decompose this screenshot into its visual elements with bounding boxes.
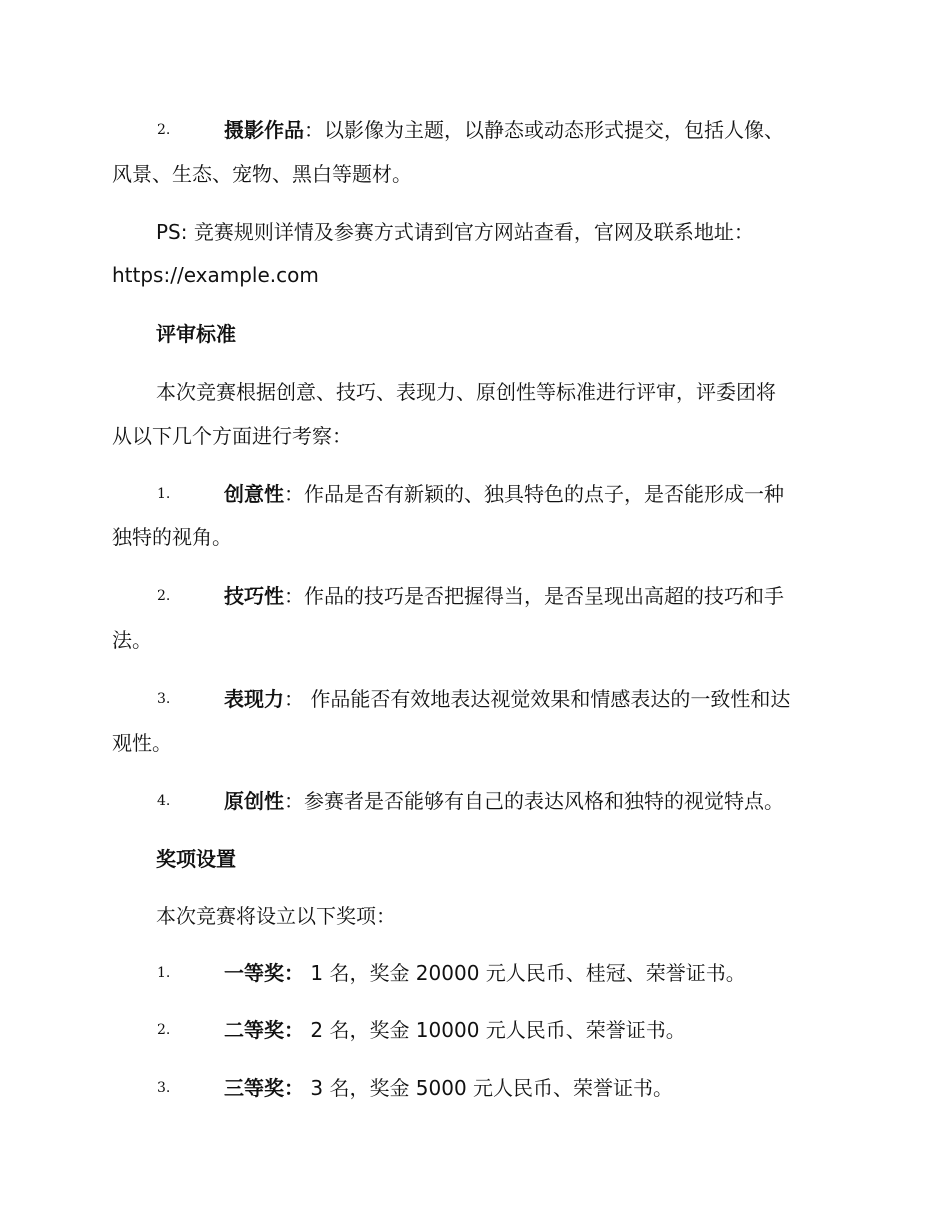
criteria-text: ：作品是否有新颖的、独具特色的点子，是否能形成一种 bbox=[284, 482, 784, 506]
list-item-text: ：以影像为主题，以静态或动态形式提交，包括人像、 bbox=[304, 118, 784, 142]
ps-note-url: https://example.com bbox=[112, 263, 319, 287]
list-item-continuation: 风景、生态、宠物、黑白等题材。 bbox=[112, 162, 412, 186]
award-item-line bbox=[224, 959, 746, 987]
criteria-text: ： 作品能否有效地表达视觉效果和情感表达的一致性和达 bbox=[284, 687, 791, 711]
list-number: 3. bbox=[157, 691, 171, 707]
criteria-term: 原创性 bbox=[224, 789, 284, 813]
award-text: 3 名，奖金 5000 元人民币、荣誉证书。 bbox=[304, 1076, 674, 1100]
list-number: 4. bbox=[157, 793, 171, 809]
award-text: 1 名，奖金 20000 元人民币、桂冠、荣誉证书。 bbox=[304, 961, 746, 985]
criteria-term: 表现力 bbox=[224, 687, 284, 711]
list-number: 3. bbox=[157, 1080, 171, 1096]
list-number: 2. bbox=[157, 1022, 171, 1038]
award-text: 2 名，奖金 10000 元人民币、荣誉证书。 bbox=[304, 1018, 686, 1042]
criteria-term: 创意性 bbox=[224, 482, 284, 506]
criteria-item-line bbox=[224, 582, 784, 610]
award-item-line bbox=[224, 1074, 673, 1102]
list-number: 1. bbox=[157, 965, 171, 981]
paragraph-line: 本次竞赛将设立以下奖项： bbox=[156, 904, 396, 928]
criteria-item-line bbox=[224, 480, 784, 508]
criteria-text: ：参赛者是否能够有自己的表达风格和独特的视觉特点。 bbox=[284, 789, 784, 813]
list-number: 2. bbox=[157, 588, 171, 604]
criteria-item-line bbox=[224, 787, 784, 815]
award-term: 一等奖： bbox=[224, 961, 304, 985]
criteria-term: 技巧性 bbox=[224, 584, 284, 608]
award-term: 二等奖： bbox=[224, 1018, 304, 1042]
criteria-continuation: 法。 bbox=[112, 628, 152, 652]
paragraph-line: 从以下几个方面进行考察： bbox=[112, 424, 352, 448]
list-number: 2. bbox=[157, 122, 171, 138]
section-heading-awards: 奖项设置 bbox=[156, 847, 236, 871]
criteria-text: ：作品的技巧是否把握得当，是否呈现出高超的技巧和手 bbox=[284, 584, 784, 608]
ps-note-line: PS: 竞赛规则详情及参赛方式请到官方网站查看，官网及联系地址： bbox=[156, 220, 754, 244]
award-item-line bbox=[224, 1016, 686, 1044]
list-item-line bbox=[224, 116, 784, 144]
list-number: 1. bbox=[157, 486, 171, 502]
criteria-continuation: 独特的视角。 bbox=[112, 525, 232, 549]
criteria-continuation: 观性。 bbox=[112, 731, 172, 755]
award-term: 三等奖： bbox=[224, 1076, 304, 1100]
criteria-item-line bbox=[224, 685, 790, 713]
paragraph-line: 本次竞赛根据创意、技巧、表现力、原创性等标准进行评审，评委团将 bbox=[156, 380, 776, 404]
list-item-term: 摄影作品 bbox=[224, 118, 304, 142]
section-heading-judging: 评审标准 bbox=[156, 322, 236, 346]
